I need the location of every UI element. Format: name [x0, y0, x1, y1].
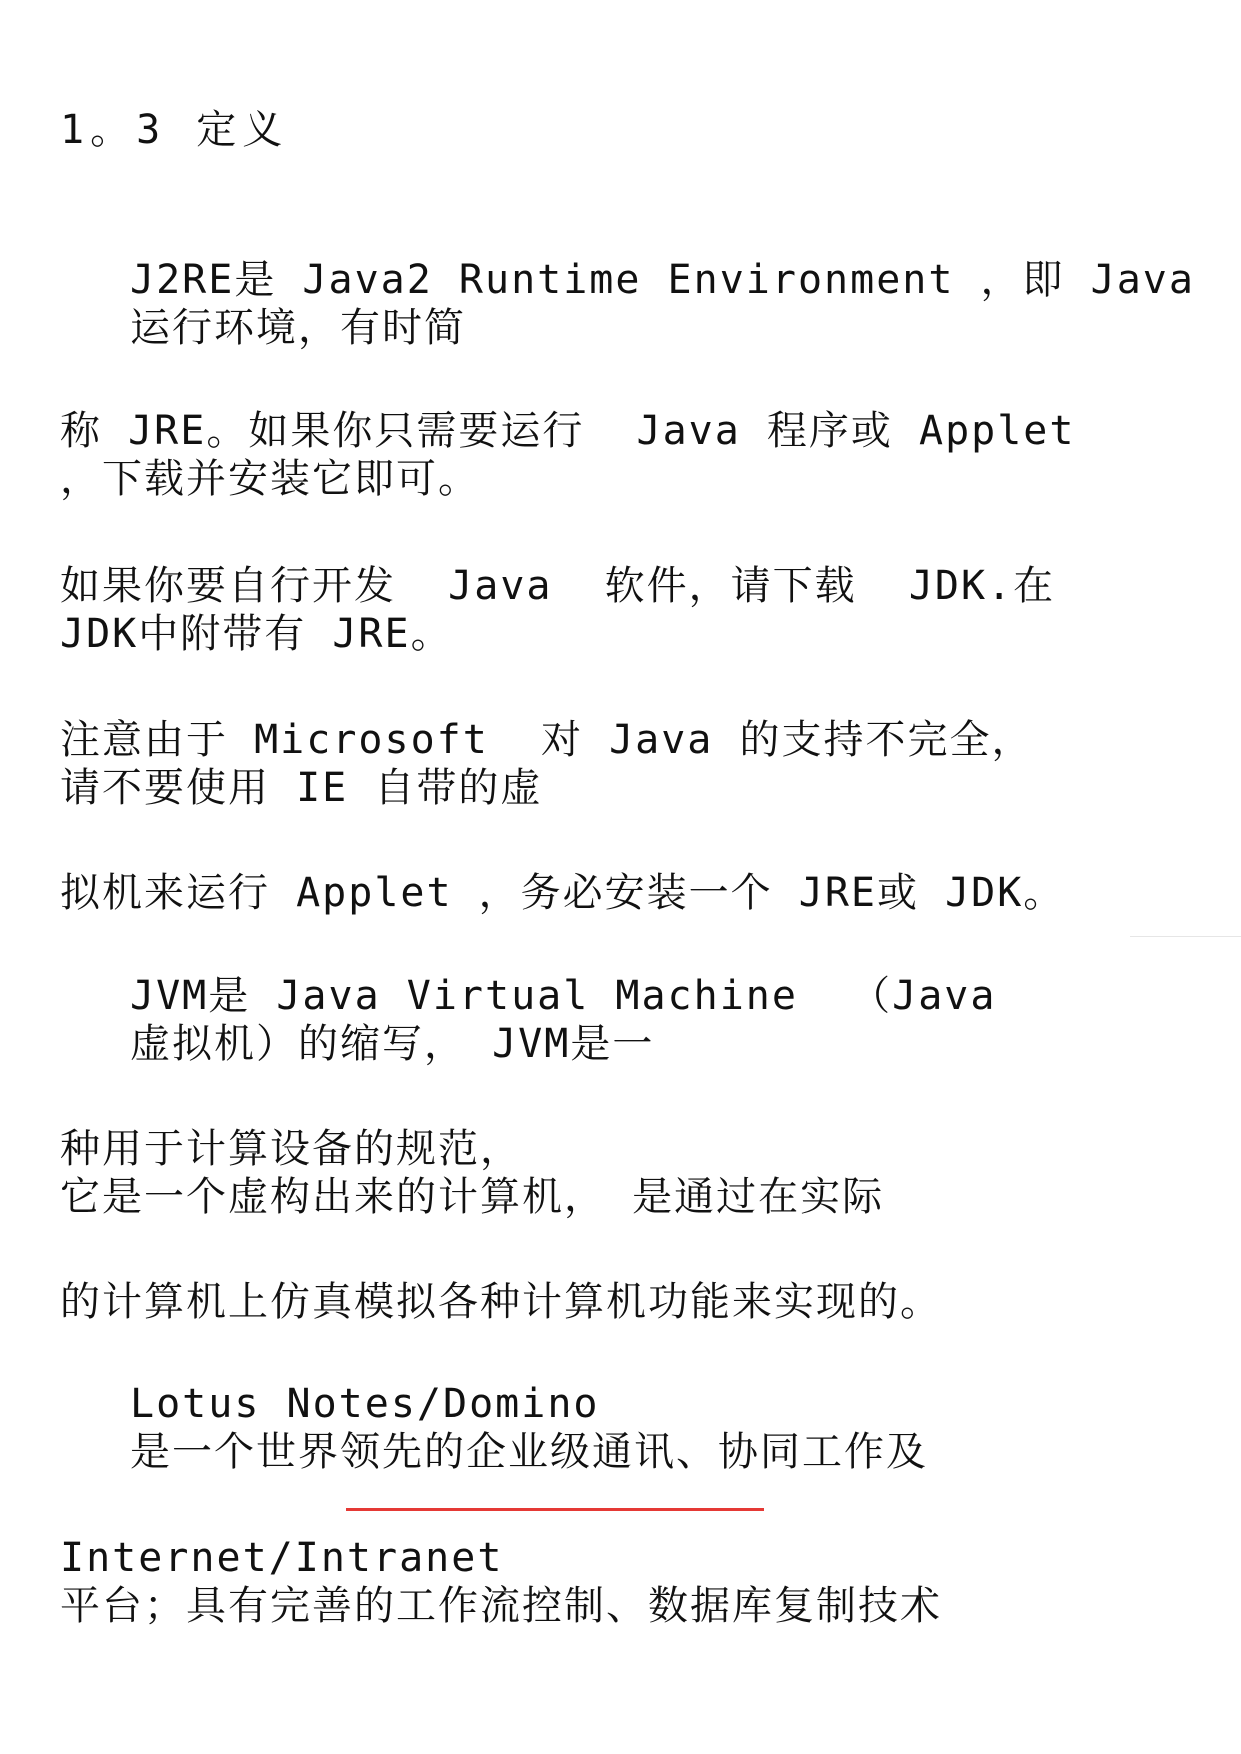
paragraph-9-line-1: Lotus Notes/Domino [130, 1381, 600, 1427]
paragraph-10-line-2: 平台；具有完善的工作流控制、数据库复制技术 [60, 1583, 942, 1629]
paragraph-7-line-2: 它是一个虚构出来的计算机， 是通过在实际 [60, 1174, 885, 1220]
paragraph-1-line-1: J2RE是 Java2 Runtime Environment ，即 Java [130, 257, 1195, 303]
paragraph-5-line-1: 拟机来运行 Applet ，务必安装一个 JRE或 JDK。 [60, 870, 1066, 916]
paragraph-7-line-1: 种用于计算设备的规范， [60, 1126, 522, 1172]
paragraph-9-line-2: 是一个世界领先的企业级通讯、协同工作及 [130, 1429, 928, 1475]
paragraph-6-line-2: 虚拟机）的缩写， JVM是一 [130, 1021, 655, 1067]
red-underline-mark [346, 1508, 764, 1511]
section-heading: 1。3 定义 [60, 107, 289, 153]
paragraph-3-line-2: JDK中附带有 JRE。 [60, 611, 453, 657]
paragraph-4-line-2: 请不要使用 IE 自带的虚 [60, 765, 543, 811]
paragraph-2-line-2: ，下载并安装它即可。 [60, 456, 480, 502]
paragraph-4-line-1: 注意由于 Microsoft 对 Java 的支持不完全， [60, 717, 1034, 763]
paragraph-10-line-1: Internet/Intranet [60, 1535, 504, 1581]
paragraph-3-line-1: 如果你要自行开发 Java 软件，请下载 JDK.在 [60, 563, 1056, 609]
paragraph-1-line-2: 运行环境，有时简 [130, 305, 466, 351]
faint-divider [1130, 936, 1241, 937]
paragraph-6-line-1: JVM是 Java Virtual Machine （Java [130, 973, 997, 1019]
paragraph-2-line-1: 称 JRE。如果你只需要运行 Java 程序或 Applet [60, 408, 1076, 454]
paragraph-8-line-1: 的计算机上仿真模拟各种计算机功能来实现的。 [60, 1279, 942, 1325]
